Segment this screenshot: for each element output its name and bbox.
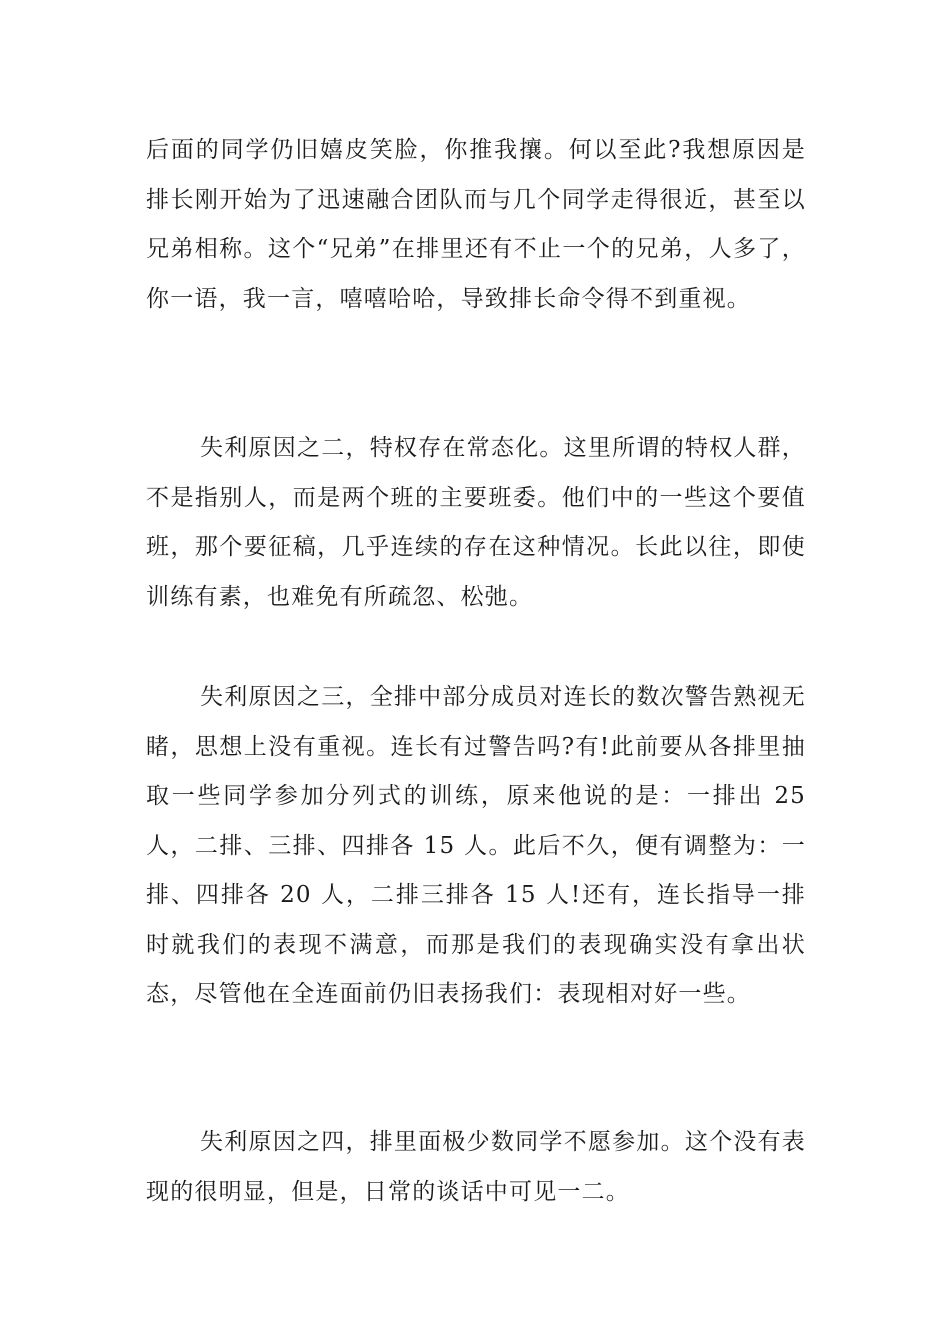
paragraph-reason-three: 失利原因之三，全排中部分成员对连长的数次警告熟视无睹，思想上没有重视。连长有过警告吗?有!此前要从各排里抽取一些同学参加分列式的训练，原来他说的是：一排出 25 人，二排、三排、四排各 15 人。此后不久，便有调整为：一排、四排各 20 人，二排三排各 15 人!还有，连长指导一排时就我们的表现不满意，而那是我们的表现确实没有拿出状态，尽管他在全连面前仍旧表扬我们：表现相对好一些。 [146,684,806,1007]
paragraph-reason-four: 失利原因之四，排里面极少数同学不愿参加。这个没有表现的很明显，但是，日常的谈话中可见一二。 [146,1129,806,1205]
paragraph-reason-two: 失利原因之二，特权存在常态化。这里所谓的特权人群，不是指别人，而是两个班的主要班委。他们中的一些这个要值班，那个要征稿，几乎连续的存在这种情况。长此以往，即使训练有素，也难免有所疏忽、松弛。 [146,435,806,610]
paragraph-continuation: 后面的同学仍旧嬉皮笑脸，你推我攘。何以至此?我想原因是排长刚开始为了迅速融合团队而与几个同学走得很近，甚至以兄弟相称。这个“兄弟”在排里还有不止一个的兄弟，人多了，你一语，我一言，嘻嘻哈哈，导致排长命令得不到重视。 [146,137,806,312]
